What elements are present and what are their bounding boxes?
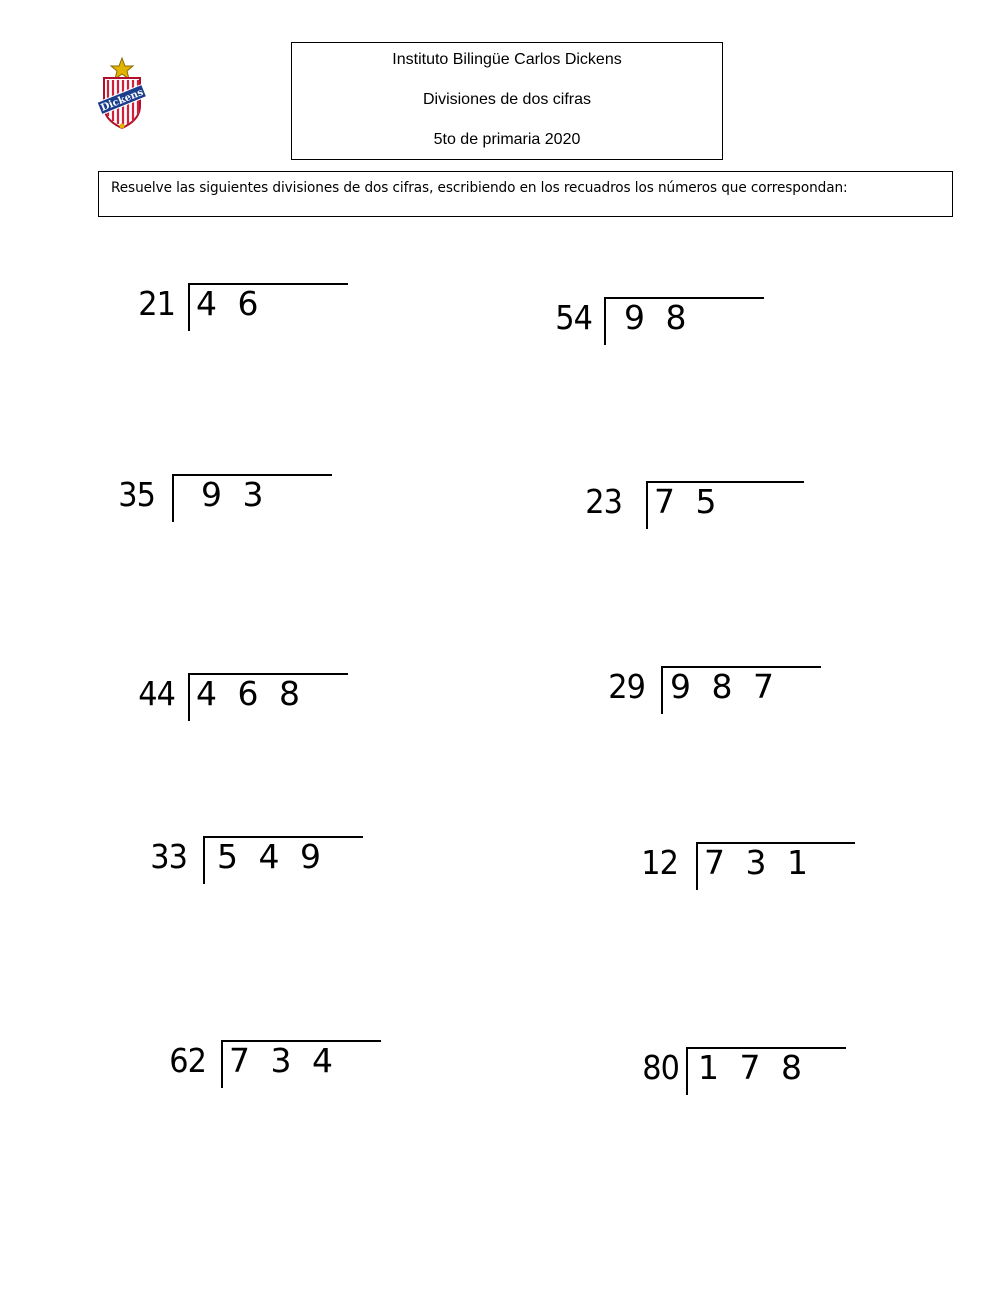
divisor: 33 — [150, 837, 187, 876]
division-problem — [110, 673, 350, 723]
division-problem — [560, 481, 805, 531]
instructions-text: Resuelve las siguientes divisiones de dos cifras, escribiendo en los recuadros los números que correspondan: — [111, 180, 848, 196]
instructions-box — [98, 171, 953, 217]
division-problem — [110, 283, 350, 333]
divisor: 12 — [641, 843, 678, 882]
dividend: 7 5 — [654, 482, 721, 521]
divisor: 29 — [608, 667, 645, 706]
dividend: 7 3 4 — [229, 1041, 337, 1080]
divisor: 62 — [169, 1041, 206, 1080]
dividend: 9 3 — [201, 475, 268, 514]
divisor: 54 — [555, 298, 592, 337]
worksheet-title: Divisiones de dos cifras — [422, 91, 592, 108]
dividend: 4 6 8 — [196, 674, 304, 713]
division-problem — [125, 836, 365, 886]
divisor: 23 — [585, 482, 622, 521]
dividend: 1 7 8 — [698, 1048, 806, 1087]
division-problem — [95, 474, 335, 524]
dividend: 9 8 7 — [670, 667, 778, 706]
division-problem — [145, 1040, 385, 1090]
logo-star-icon — [111, 58, 133, 79]
divisor: 35 — [118, 475, 155, 514]
grade-year: 5to de primaria 2020 — [433, 131, 581, 148]
divisor: 80 — [642, 1048, 679, 1087]
school-name: Instituto Bilingüe Carlos Dickens — [392, 51, 622, 68]
dividend: 7 3 1 — [704, 843, 812, 882]
division-problem — [620, 842, 860, 892]
logo-text: Dickens — [99, 86, 146, 114]
dividend: 4 6 — [196, 284, 263, 323]
division-problem — [585, 666, 825, 716]
divisor: 21 — [138, 284, 175, 323]
divisor: 44 — [138, 674, 175, 713]
dividend: 5 4 9 — [217, 837, 325, 876]
header-box — [291, 42, 723, 160]
division-problem — [612, 1047, 852, 1097]
division-problem — [530, 297, 770, 347]
school-logo — [96, 56, 148, 130]
dividend: 9 8 — [624, 298, 691, 337]
